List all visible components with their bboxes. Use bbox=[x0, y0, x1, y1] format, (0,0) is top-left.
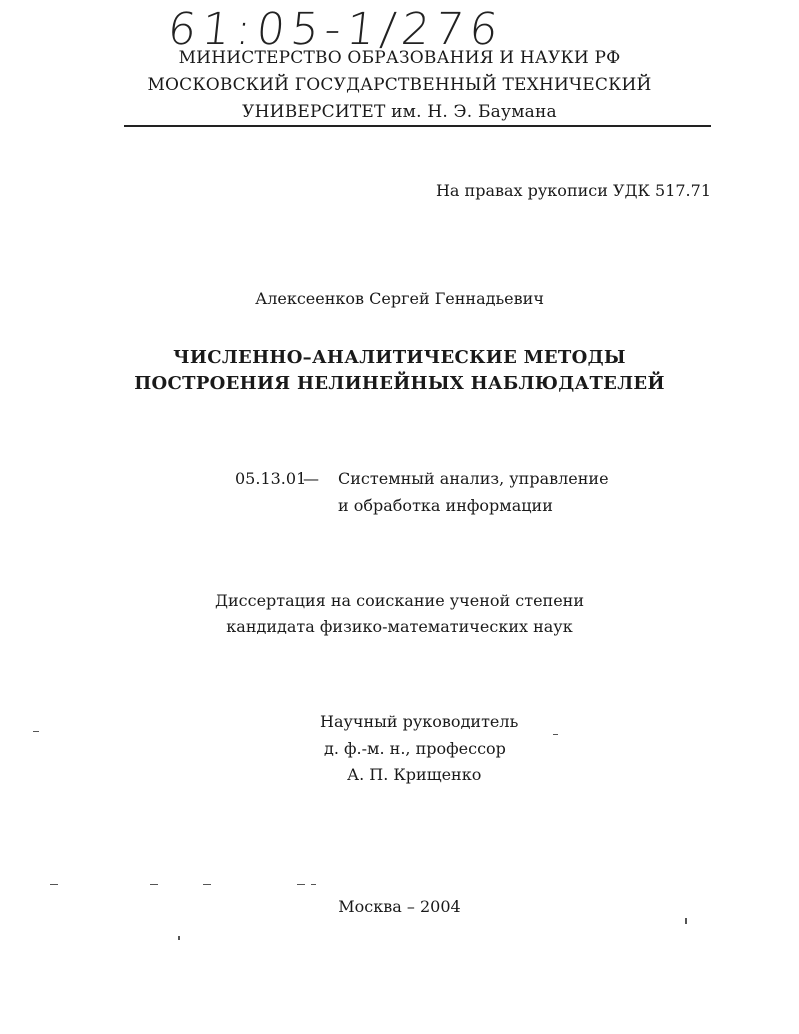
specialty-name-line-1: Системный анализ, управление bbox=[338, 469, 609, 488]
specialty-code: 05.13.01 bbox=[235, 469, 307, 488]
manuscript-note: На правах рукописи УДК 517.71 bbox=[435, 181, 711, 200]
author-name: Алексеенков Сергей Геннадьевич bbox=[255, 289, 544, 308]
institution-line-3: УНИВЕРСИТЕТ им. Н. Э. Баумана bbox=[242, 102, 557, 122]
scan-speck bbox=[685, 918, 687, 924]
header-divider bbox=[124, 125, 711, 127]
dissertation-title-line-2: ПОСТРОЕНИЯ НЕЛИНЕЙНЫХ НАБЛЮДАТЕЛЕЙ bbox=[134, 373, 665, 394]
degree-line-2: кандидата физико-математических наук bbox=[226, 617, 573, 636]
institution-line-1: МИНИСТЕРСТВО ОБРАЗОВАНИЯ И НАУКИ РФ bbox=[178, 48, 621, 68]
scan-speck bbox=[178, 936, 180, 940]
scan-speck bbox=[297, 884, 305, 885]
archive-handwritten-mark: 61:05-1/276 bbox=[165, 4, 507, 55]
supervisor-rank: д. ф.-м. н., профессор bbox=[324, 739, 506, 758]
degree-line-1: Диссертация на соискание ученой степени bbox=[214, 591, 584, 610]
supervisor-name: А. П. Крищенко bbox=[347, 765, 482, 784]
specialty-dash: — bbox=[303, 469, 319, 488]
scan-speck bbox=[50, 884, 58, 885]
place-and-year: Москва – 2004 bbox=[338, 897, 461, 916]
scan-speck bbox=[553, 734, 558, 735]
supervisor-label: Научный руководитель bbox=[320, 712, 519, 731]
scan-speck bbox=[311, 884, 316, 885]
dissertation-title-line-1: ЧИСЛЕННО–АНАЛИТИЧЕСКИЕ МЕТОДЫ bbox=[173, 347, 626, 368]
specialty-name-line-2: и обработка информации bbox=[338, 496, 553, 515]
scan-speck bbox=[203, 884, 211, 885]
scan-speck bbox=[150, 884, 158, 885]
scan-speck bbox=[33, 731, 39, 732]
institution-line-2: МОСКОВСКИЙ ГОСУДАРСТВЕННЫЙ ТЕХНИЧЕСКИЙ bbox=[147, 75, 652, 95]
